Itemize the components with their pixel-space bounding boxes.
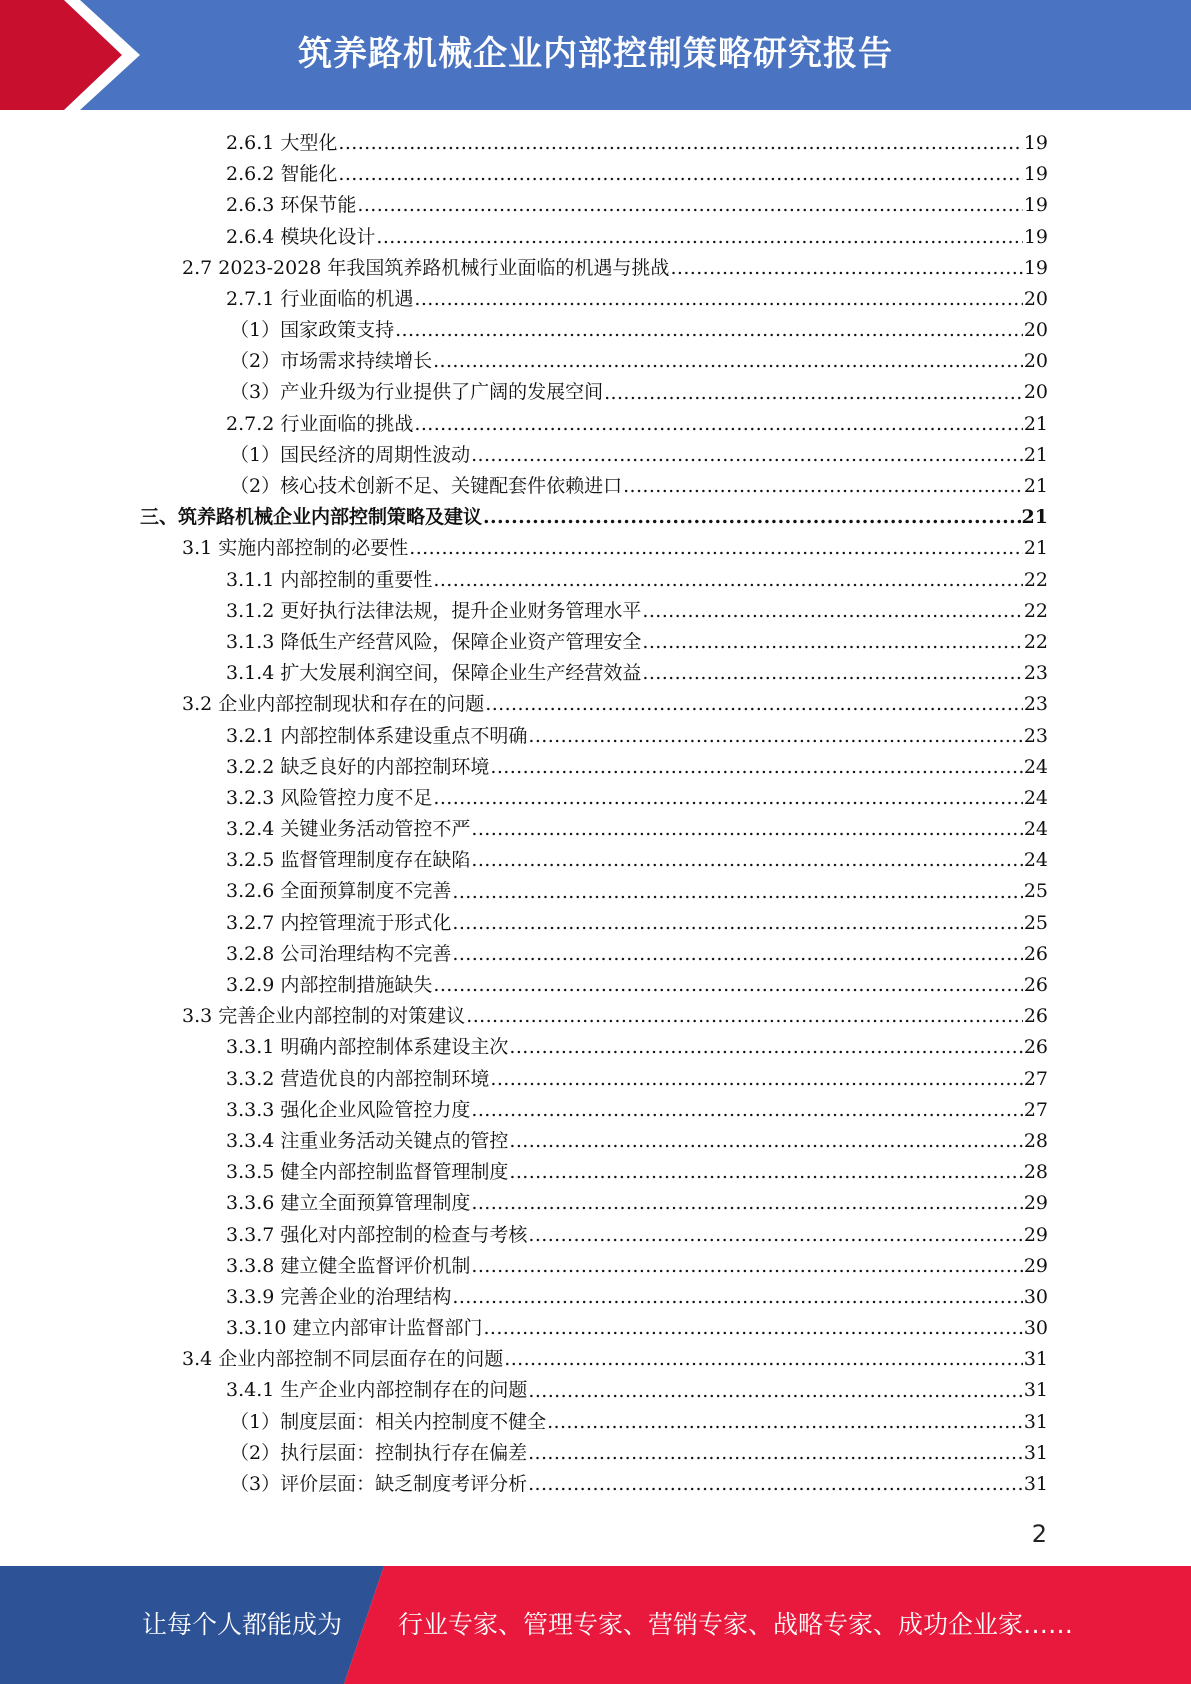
toc-entry-page: 21 bbox=[1023, 443, 1048, 466]
toc-entry-label: 3.1 实施内部控制的必要性 bbox=[182, 537, 409, 560]
toc-entry[interactable] bbox=[140, 533, 1048, 564]
toc-entry-page: 22 bbox=[1023, 568, 1048, 591]
toc-entry[interactable] bbox=[140, 128, 1048, 159]
toc-entry-label: 3.2.5 监督管理制度存在缺陷 bbox=[226, 849, 471, 872]
toc-entry[interactable] bbox=[140, 284, 1048, 315]
page-footer bbox=[0, 1566, 1191, 1684]
toc-entry-page: 27 bbox=[1023, 1067, 1048, 1090]
toc-entry[interactable] bbox=[140, 1032, 1048, 1063]
toc-dot-leader bbox=[490, 752, 1022, 783]
toc-entry-page: 28 bbox=[1023, 1129, 1048, 1152]
toc-entry[interactable] bbox=[140, 1095, 1048, 1126]
toc-entry-page: 24 bbox=[1023, 849, 1048, 872]
toc-dot-leader bbox=[471, 440, 1023, 471]
toc-dot-leader bbox=[338, 128, 1022, 159]
toc-entry-label: 3.1.1 内部控制的重要性 bbox=[226, 568, 433, 591]
toc-entry-page: 24 bbox=[1023, 818, 1048, 841]
toc-entry-page: 20 bbox=[1023, 381, 1048, 404]
toc-dot-leader bbox=[528, 1220, 1022, 1251]
header-arrow-graphic bbox=[0, 0, 160, 110]
toc-dot-leader bbox=[528, 1438, 1023, 1469]
toc-entry-page: 26 bbox=[1023, 1005, 1048, 1028]
toc-entry-label: （2）执行层面：控制执行存在偏差 bbox=[230, 1441, 528, 1464]
toc-dot-leader bbox=[433, 565, 1022, 596]
toc-dot-leader bbox=[452, 939, 1022, 970]
toc-entry-page: 19 bbox=[1023, 194, 1048, 217]
footer-slogan-left: 让每个人都能成为 bbox=[142, 1610, 343, 1639]
toc-entry[interactable] bbox=[140, 565, 1048, 596]
toc-entry[interactable] bbox=[140, 440, 1048, 471]
toc-entry-page: 31 bbox=[1023, 1410, 1048, 1433]
page-header bbox=[0, 0, 1191, 110]
toc-entry-label: 3.3.9 完善企业的治理结构 bbox=[226, 1285, 452, 1308]
toc-dot-leader bbox=[466, 1001, 1023, 1032]
toc-dot-leader bbox=[642, 627, 1022, 658]
toc-entry[interactable] bbox=[140, 1126, 1048, 1157]
toc-entry-label: 3.3.1 明确内部控制体系建设主次 bbox=[226, 1036, 509, 1059]
toc-entry-page: 30 bbox=[1023, 1285, 1048, 1308]
toc-entry-page: 21 bbox=[1023, 412, 1048, 435]
toc-entry-page: 21 bbox=[1023, 537, 1048, 560]
toc-entry[interactable] bbox=[140, 1407, 1048, 1438]
toc-dot-leader bbox=[528, 1376, 1022, 1407]
toc-entry-page: 19 bbox=[1023, 131, 1048, 154]
toc-entry-page: 19 bbox=[1023, 163, 1048, 186]
toc-entry-page: 22 bbox=[1023, 599, 1048, 622]
toc-entry-label: 3.2.8 公司治理结构不完善 bbox=[226, 942, 452, 965]
toc-entry-page: 20 bbox=[1023, 350, 1048, 373]
toc-entry-label: （2）市场需求持续增长 bbox=[230, 350, 433, 373]
toc-entry-page: 29 bbox=[1023, 1254, 1048, 1277]
toc-entry-label: 3.2.3 风险管控力度不足 bbox=[226, 786, 433, 809]
toc-entry[interactable] bbox=[140, 502, 1048, 533]
toc-entry-label: 3.2.1 内部控制体系建设重点不明确 bbox=[226, 724, 528, 747]
toc-entry[interactable] bbox=[140, 939, 1048, 970]
toc-entry[interactable] bbox=[140, 970, 1048, 1001]
page-number: 2 bbox=[1031, 1520, 1047, 1548]
toc-entry-page: 27 bbox=[1023, 1098, 1048, 1121]
toc-entry-page: 25 bbox=[1023, 880, 1048, 903]
toc-entry-label: （3）评价层面：缺乏制度考评分析 bbox=[230, 1473, 528, 1496]
toc-entry-page: 29 bbox=[1023, 1192, 1048, 1215]
toc-dot-leader bbox=[670, 253, 1022, 284]
toc-entry[interactable] bbox=[140, 1220, 1048, 1251]
toc-dot-leader bbox=[338, 159, 1022, 190]
toc-entry[interactable] bbox=[140, 378, 1048, 409]
toc-dot-leader bbox=[376, 222, 1022, 253]
toc-entry-page: 24 bbox=[1023, 755, 1048, 778]
toc-dot-leader bbox=[528, 1469, 1023, 1500]
toc-entry[interactable] bbox=[140, 752, 1048, 783]
toc-entry[interactable] bbox=[140, 1469, 1048, 1500]
toc-entry-label: 3.2.4 关键业务活动管控不严 bbox=[226, 818, 471, 841]
toc-entry-label: 3.3.2 营造优良的内部控制环境 bbox=[226, 1067, 490, 1090]
toc-entry-page: 30 bbox=[1023, 1317, 1048, 1340]
toc-entry-label: 3.1.3 降低生产经营风险，保障企业资产管理安全 bbox=[226, 630, 642, 653]
toc-entry-label: 3.3.10 建立内部审计监督部门 bbox=[226, 1317, 483, 1340]
toc-entry[interactable] bbox=[140, 409, 1048, 440]
toc-dot-leader bbox=[433, 346, 1023, 377]
toc-entry[interactable] bbox=[140, 315, 1048, 346]
toc-entry-label: 3.2.9 内部控制措施缺失 bbox=[226, 974, 433, 997]
toc-entry-label: 三、筑养路机械企业内部控制策略及建议 bbox=[140, 506, 483, 529]
toc-entry-label: 3.3.4 注重业务活动关键点的管控 bbox=[226, 1129, 509, 1152]
toc-dot-leader bbox=[452, 1282, 1022, 1313]
toc-dot-leader bbox=[414, 284, 1022, 315]
toc-entry[interactable] bbox=[140, 471, 1048, 502]
toc-entry-label: 3.2.6 全面预算制度不完善 bbox=[226, 880, 452, 903]
toc-entry[interactable] bbox=[140, 627, 1048, 658]
toc-entry-label: 3.1.2 更好执行法律法规，提升企业财务管理水平 bbox=[226, 599, 642, 622]
toc-dot-leader bbox=[409, 533, 1023, 564]
toc-dot-leader bbox=[509, 1157, 1022, 1188]
toc-entry-label: 2.6.3 环保节能 bbox=[226, 194, 357, 217]
toc-entry[interactable] bbox=[140, 1282, 1048, 1313]
toc-entry-page: 23 bbox=[1023, 724, 1048, 747]
toc-entry-page: 19 bbox=[1023, 225, 1048, 248]
toc-entry-label: 3.2 企业内部控制现状和存在的问题 bbox=[182, 693, 485, 716]
toc-dot-leader bbox=[452, 908, 1022, 939]
toc-entry[interactable] bbox=[140, 190, 1048, 221]
toc-dot-leader bbox=[504, 1344, 1023, 1375]
toc-entry-label: 3.3.6 建立全面预算管理制度 bbox=[226, 1192, 471, 1215]
toc-entry[interactable] bbox=[140, 908, 1048, 939]
toc-entry-page: 26 bbox=[1023, 974, 1048, 997]
toc-entry-page: 21 bbox=[1021, 506, 1048, 529]
toc-entry-label: 3.2.7 内控管理流于形式化 bbox=[226, 911, 452, 934]
toc-entry-page: 28 bbox=[1023, 1161, 1048, 1184]
toc-entry[interactable] bbox=[140, 1157, 1048, 1188]
report-title: 筑养路机械企业内部控制策略研究报告 bbox=[298, 34, 893, 74]
toc-entry-label: 3.1.4 扩大发展利润空间，保障企业生产经营效益 bbox=[226, 662, 642, 685]
toc-entry[interactable] bbox=[140, 1344, 1048, 1375]
toc-entry-page: 31 bbox=[1023, 1379, 1048, 1402]
toc-entry[interactable] bbox=[140, 1438, 1048, 1469]
toc-entry-label: 3.2.2 缺乏良好的内部控制环境 bbox=[226, 755, 490, 778]
toc-entry-page: 29 bbox=[1023, 1223, 1048, 1246]
toc-entry-page: 19 bbox=[1023, 256, 1048, 279]
toc-entry-page: 23 bbox=[1023, 662, 1048, 685]
footer-slogan-right: 行业专家、管理专家、营销专家、战略专家、成功企业家…… bbox=[398, 1610, 1074, 1639]
toc-dot-leader bbox=[395, 315, 1023, 346]
toc-entry[interactable] bbox=[140, 877, 1048, 908]
toc-entry[interactable] bbox=[140, 596, 1048, 627]
toc-entry-page: 26 bbox=[1023, 1036, 1048, 1059]
toc-entry-page: 20 bbox=[1023, 287, 1048, 310]
toc-dot-leader bbox=[509, 1126, 1022, 1157]
toc-dot-leader bbox=[471, 814, 1022, 845]
toc-dot-leader bbox=[485, 689, 1023, 720]
toc-entry-label: （1）国家政策支持 bbox=[230, 319, 395, 342]
toc-entry-page: 25 bbox=[1023, 911, 1048, 934]
toc-entry-label: 2.6.1 大型化 bbox=[226, 131, 338, 154]
toc-entry-label: 3.3 完善企业内部控制的对策建议 bbox=[182, 1005, 466, 1028]
toc-entry[interactable] bbox=[140, 1064, 1048, 1095]
toc-entry-label: 2.6.4 模块化设计 bbox=[226, 225, 376, 248]
toc-entry-page: 31 bbox=[1023, 1441, 1048, 1464]
toc-dot-leader bbox=[357, 190, 1022, 221]
toc-entry-page: 31 bbox=[1023, 1473, 1048, 1496]
toc-entry-page: 26 bbox=[1023, 942, 1048, 965]
toc-dot-leader bbox=[547, 1407, 1023, 1438]
toc-entry[interactable] bbox=[140, 721, 1048, 752]
toc-entry-label: 3.3.5 健全内部控制监督管理制度 bbox=[226, 1161, 509, 1184]
toc-entry[interactable] bbox=[140, 845, 1048, 876]
toc-entry-label: （2）核心技术创新不足、关键配套件依赖进口 bbox=[230, 475, 623, 498]
toc-dot-leader bbox=[623, 471, 1023, 502]
toc-entry-label: （1）制度层面：相关内控制度不健全 bbox=[230, 1410, 547, 1433]
toc-entry-label: 3.3.7 强化对内部控制的检查与考核 bbox=[226, 1223, 528, 1246]
toc-entry-label: 3.3.8 建立健全监督评价机制 bbox=[226, 1254, 471, 1277]
toc-entry-page: 22 bbox=[1023, 630, 1048, 653]
toc-entry-page: 31 bbox=[1023, 1348, 1048, 1371]
toc-entry[interactable] bbox=[140, 658, 1048, 689]
toc-entry[interactable] bbox=[140, 1376, 1048, 1407]
toc-entry[interactable] bbox=[140, 1251, 1048, 1282]
toc-entry[interactable] bbox=[140, 1313, 1048, 1344]
toc-entry[interactable] bbox=[140, 222, 1048, 253]
toc-entry[interactable] bbox=[140, 783, 1048, 814]
toc-dot-leader bbox=[642, 596, 1022, 627]
toc-entry[interactable] bbox=[140, 1001, 1048, 1032]
toc-entry-label: （1）国民经济的周期性波动 bbox=[230, 443, 471, 466]
table-of-contents bbox=[140, 128, 1048, 1500]
toc-dot-leader bbox=[509, 1032, 1022, 1063]
toc-entry[interactable] bbox=[140, 689, 1048, 720]
toc-dot-leader bbox=[471, 1095, 1022, 1126]
toc-entry-label: （3）产业升级为行业提供了广阔的发展空间 bbox=[230, 381, 604, 404]
toc-entry-label: 2.7.2 行业面临的挑战 bbox=[226, 412, 414, 435]
toc-entry-page: 21 bbox=[1023, 475, 1048, 498]
toc-entry-page: 20 bbox=[1023, 319, 1048, 342]
toc-entry[interactable] bbox=[140, 253, 1048, 284]
toc-entry-label: 2.6.2 智能化 bbox=[226, 163, 338, 186]
toc-dot-leader bbox=[604, 378, 1023, 409]
toc-dot-leader bbox=[471, 1188, 1022, 1219]
toc-dot-leader bbox=[452, 877, 1022, 908]
toc-entry-label: 2.7.1 行业面临的机遇 bbox=[226, 287, 414, 310]
toc-dot-leader bbox=[414, 409, 1022, 440]
toc-entry[interactable] bbox=[140, 814, 1048, 845]
toc-dot-leader bbox=[433, 970, 1022, 1001]
toc-entry-page: 24 bbox=[1023, 786, 1048, 809]
toc-entry-label: 3.4 企业内部控制不同层面存在的问题 bbox=[182, 1348, 504, 1371]
toc-entry-label: 3.4.1 生产企业内部控制存在的问题 bbox=[226, 1379, 528, 1402]
toc-dot-leader bbox=[642, 658, 1022, 689]
toc-dot-leader bbox=[433, 783, 1022, 814]
toc-entry-label: 3.3.3 强化企业风险管控力度 bbox=[226, 1098, 471, 1121]
toc-entry-label: 2.7 2023-2028 年我国筑养路机械行业面临的机遇与挑战 bbox=[182, 256, 670, 279]
toc-dot-leader bbox=[528, 721, 1022, 752]
toc-dot-leader bbox=[483, 1313, 1022, 1344]
toc-dot-leader bbox=[490, 1064, 1022, 1095]
toc-dot-leader bbox=[471, 1251, 1022, 1282]
toc-dot-leader bbox=[471, 845, 1022, 876]
toc-entry[interactable] bbox=[140, 159, 1048, 190]
toc-dot-leader bbox=[483, 502, 1021, 533]
toc-entry[interactable] bbox=[140, 1188, 1048, 1219]
toc-entry-page: 23 bbox=[1023, 693, 1048, 716]
toc-entry[interactable] bbox=[140, 346, 1048, 377]
